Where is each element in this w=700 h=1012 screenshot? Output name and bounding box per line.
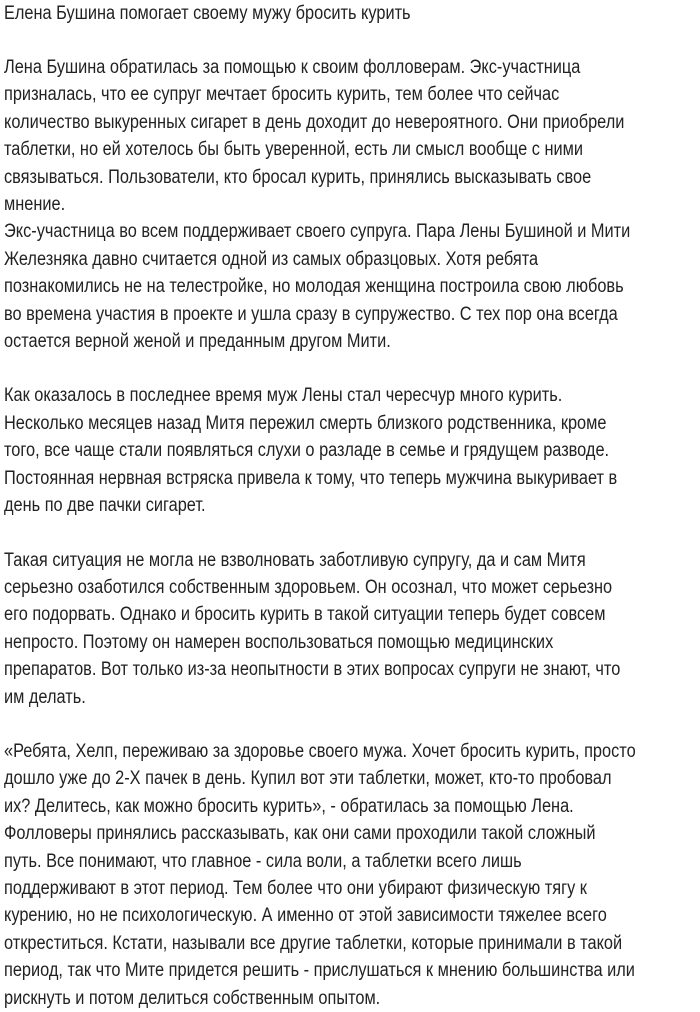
paragraph-1 xyxy=(4,54,692,355)
text-line: Лена Бушина обратилась за помощью к своим фолловерам. Экс-участница xyxy=(4,57,581,78)
text-line: рискнуть и потом делиться собственным опытом. xyxy=(4,987,381,1009)
text-line: серьезно озаботился собственным здоровьем. Он осознал, что может серьезно xyxy=(4,576,613,598)
text-line: его подорвать. Однако и бросить курить в такой ситуации теперь будет совсем xyxy=(4,604,606,626)
text-line: путь. Все понимают, что главное - сила воли, а таблетки всего лишь xyxy=(4,850,522,872)
text-line: количество выкуренных сигарет в день доходит до невероятного. Они приобрели xyxy=(4,111,625,133)
text-line: Такая ситуация не могла не взволновать заботливую супругу, да и сам Митя xyxy=(4,549,586,571)
text-line: откреститься. Кстати, называли все другие таблетки, которые принимали в такой xyxy=(4,932,623,954)
text-line: препаратов. Вот только из-за неопытности в этих вопросах супруги не знают, что xyxy=(4,659,621,681)
text-line: их? Делитесь, как можно бросить курить», - обратилась за помощью Лена. xyxy=(4,795,574,817)
article xyxy=(4,0,692,1012)
paragraph-4 xyxy=(4,738,692,1012)
text-line: поддерживают в этот период. Тем более что они убирают физическую тягу к xyxy=(4,877,587,899)
text-line: Фолловеры принялись рассказывать, как они сами проходили такой сложный xyxy=(4,823,596,845)
text-line: Экс-участница во всем поддерживает своего супруга. Пара Лены Бушиной и Мити xyxy=(4,221,631,243)
text-line: день по две пачки сигарет. xyxy=(4,495,206,517)
paragraph-2 xyxy=(4,382,692,519)
spacer xyxy=(4,355,692,382)
text-line: мнение. xyxy=(4,194,66,216)
text-line: того, все чаще стали появляться слухи о разладе в семье и грядущем разводе. xyxy=(4,440,610,462)
spacer xyxy=(4,520,692,547)
text-line: связываться. Пользователи, кто бросал курить, принялись высказывать свое xyxy=(4,166,592,188)
text-line: остается верной женой и преданным другом Мити. xyxy=(4,331,391,353)
spacer xyxy=(4,27,692,54)
text-line: познакомились не на телестройке, но молодая женщина построила свою любовь xyxy=(4,276,624,298)
paragraph-3 xyxy=(4,547,692,711)
text-line: «Ребята, Хелп, переживаю за здоровье своего мужа. Хочет бросить курить, просто xyxy=(4,740,636,762)
text-line: курению, но не психологическую. А именно от этой зависимости тяжелее всего xyxy=(4,905,607,927)
text-line: во времена участия в проекте и ушла сразу в супружество. С тех пор она всегда xyxy=(4,303,618,325)
text-line: Постоянная нервная встряска привела к тому, что теперь мужчина выкуривает в xyxy=(4,467,618,489)
text-line: таблетки, но ей хотелось бы быть уверенной, есть ли смысл вообще с ними xyxy=(4,139,584,161)
text-line: им делать. xyxy=(4,686,86,708)
text-line: период, так что Мите придется решить - прислушаться к мнению большинства или xyxy=(4,960,635,982)
text-line: Несколько месяцев назад Митя пережил смерть близкого родственника, кроме xyxy=(4,412,607,434)
article-title: Елена Бушина помогает своему мужу бросить курить xyxy=(4,3,411,24)
text-line: призналась, что ее супруг мечтает бросить курить, тем более что сейчас xyxy=(4,84,560,106)
text-line: Железняка давно считается одной из самых образцовых. Хотя ребята xyxy=(4,248,539,270)
text-line: дошло уже до 2-Х пачек в день. Купил вот эти таблетки, может, кто-то пробовал xyxy=(4,768,612,790)
spacer xyxy=(4,711,692,738)
text-line: непросто. Поэтому он намерен воспользоваться помощью медицинских xyxy=(4,631,554,653)
text-line: Как оказалось в последнее время муж Лены стал чересчур много курить. xyxy=(4,385,563,407)
